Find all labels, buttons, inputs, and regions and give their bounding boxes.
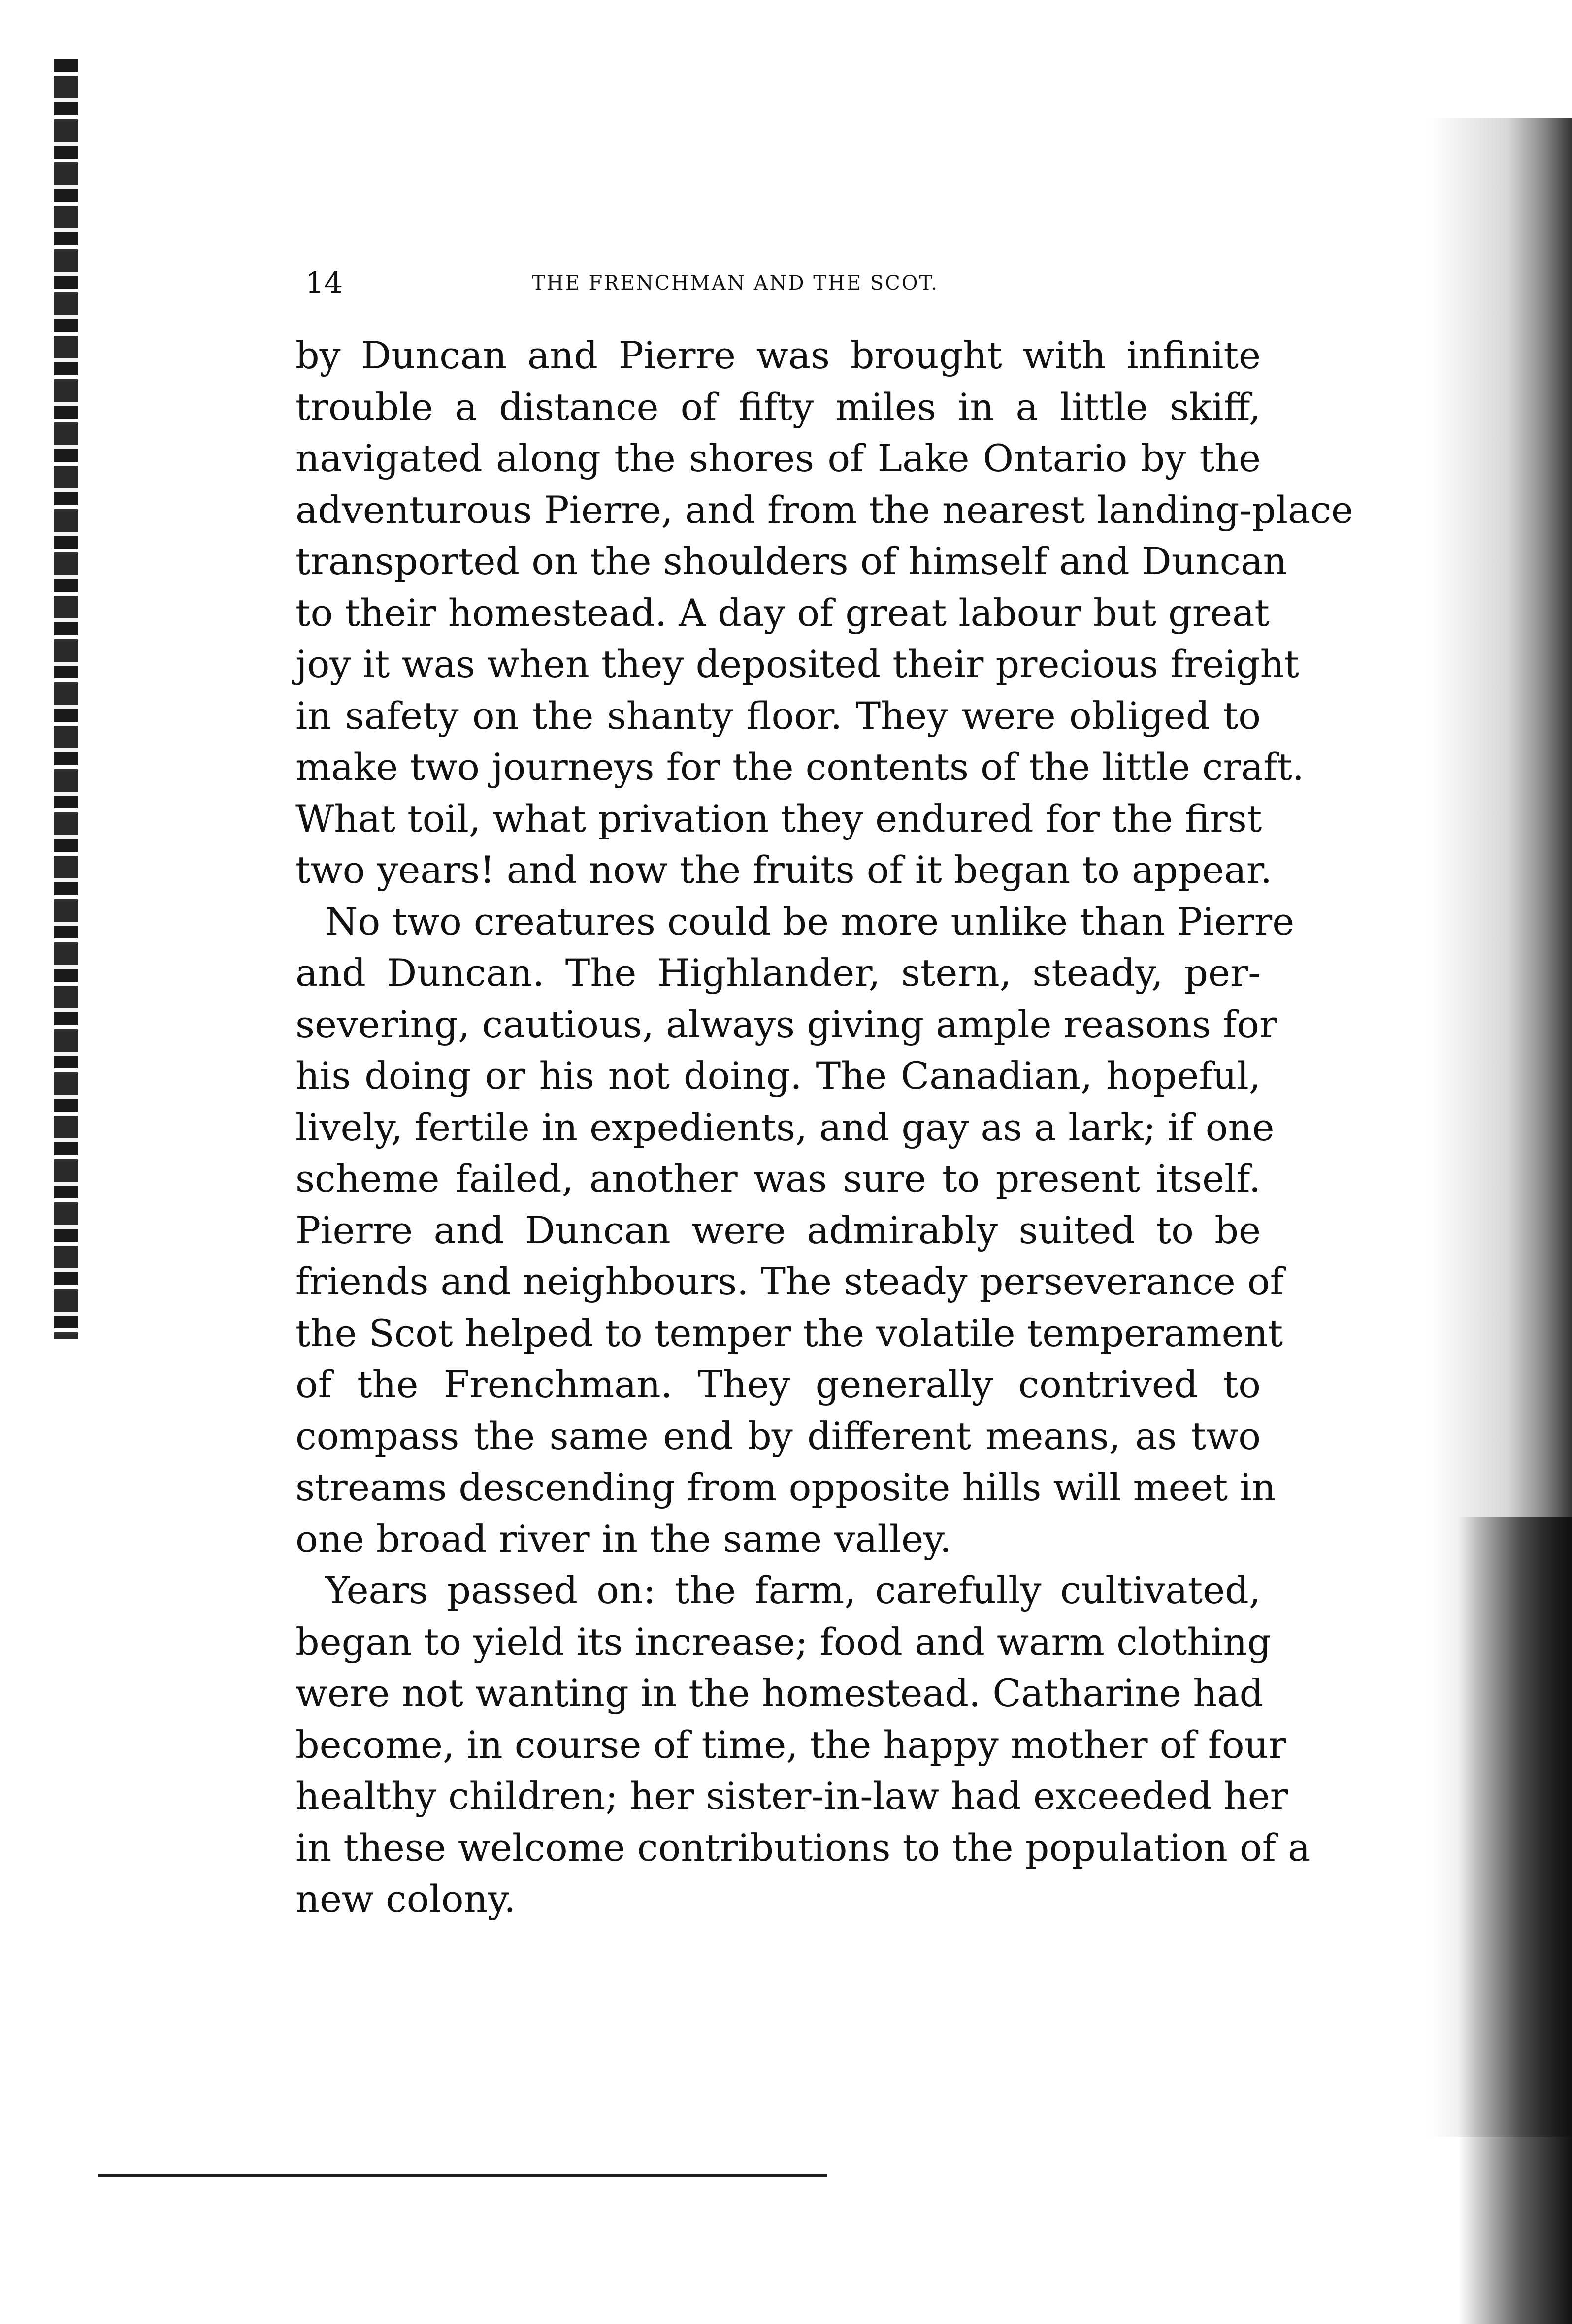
text-line: to their homestead. A day of great labour but great: [295, 590, 1270, 635]
text-line: his doing or his not doing. The Canadian, hopeful,: [295, 1054, 1261, 1097]
running-title: THE FRENCHMAN AND THE SCOT.: [532, 272, 939, 294]
text-line: lively, fertile in expedients, and gay as a lark; if one: [295, 1105, 1275, 1149]
scan-shadow-edge-dark: [1459, 1517, 1572, 2324]
text-line: compass the same end by different means, as two: [295, 1414, 1261, 1458]
body-text: [295, 330, 1353, 1925]
text-line: make two journeys for the contents of the little craft.: [295, 745, 1304, 789]
text-line: Pierre and Duncan were admirably suited to be: [295, 1208, 1261, 1252]
text-line: by Duncan and Pierre was brought with infinite: [295, 333, 1261, 377]
text-line: scheme failed, another was sure to present itself.: [295, 1157, 1261, 1200]
paragraph: [295, 1565, 1310, 1925]
text-line: trouble a distance of fifty miles in a little skiff,: [295, 385, 1261, 429]
text-line: two years! and now the fruits of it began to appear.: [295, 848, 1273, 892]
paragraph: [295, 330, 1353, 896]
text-line: navigated along the shores of Lake Ontario by the: [295, 436, 1261, 480]
text-line: the Scot helped to temper the volatile temperament: [295, 1311, 1283, 1355]
text-line: severing, cautious, always giving ample reasons for: [295, 1002, 1277, 1046]
text-line: adventurous Pierre, and from the nearest landing-place: [295, 487, 1353, 532]
text-line: one broad river in the same valley.: [295, 1517, 952, 1561]
text-line: healthy children; her sister-in-law had exceeded her: [295, 1774, 1288, 1818]
text-line: joy it was when they deposited their precious freight: [295, 642, 1300, 686]
text-line: become, in course of time, the happy mother of four: [295, 1722, 1286, 1767]
text-line: transported on the shoulders of himself and Duncan: [295, 539, 1287, 583]
text-line: No two creatures could be more unlike than Pierre: [325, 899, 1295, 943]
text-line: streams descending from opposite hills will meet in: [295, 1465, 1276, 1509]
text-line: friends and neighbours. The steady perseverance of: [295, 1259, 1284, 1303]
scan-binding-edge: [54, 59, 78, 1339]
text-line: of the Frenchman. They generally contrived to: [295, 1362, 1261, 1406]
scan-bottom-rule: [98, 2174, 827, 2177]
text-line: in safety on the shanty floor. They were obliged to: [295, 693, 1261, 738]
text-line: and Duncan. The Highlander, stern, steady, per-: [295, 951, 1261, 995]
paragraph: [295, 896, 1295, 1565]
text-line: What toil, what privation they endured for the first: [295, 796, 1262, 840]
page-number: 14: [305, 266, 343, 300]
text-line: in these welcome contributions to the population of a: [295, 1825, 1310, 1870]
page-header: [305, 266, 1290, 305]
text-line: were not wanting in the homestead. Catharine had: [295, 1671, 1264, 1715]
text-line: began to yield its increase; food and warm clothing: [295, 1619, 1272, 1664]
text-line: Years passed on: the farm, carefully cultivated,: [325, 1568, 1261, 1612]
text-line: new colony.: [295, 1877, 516, 1921]
